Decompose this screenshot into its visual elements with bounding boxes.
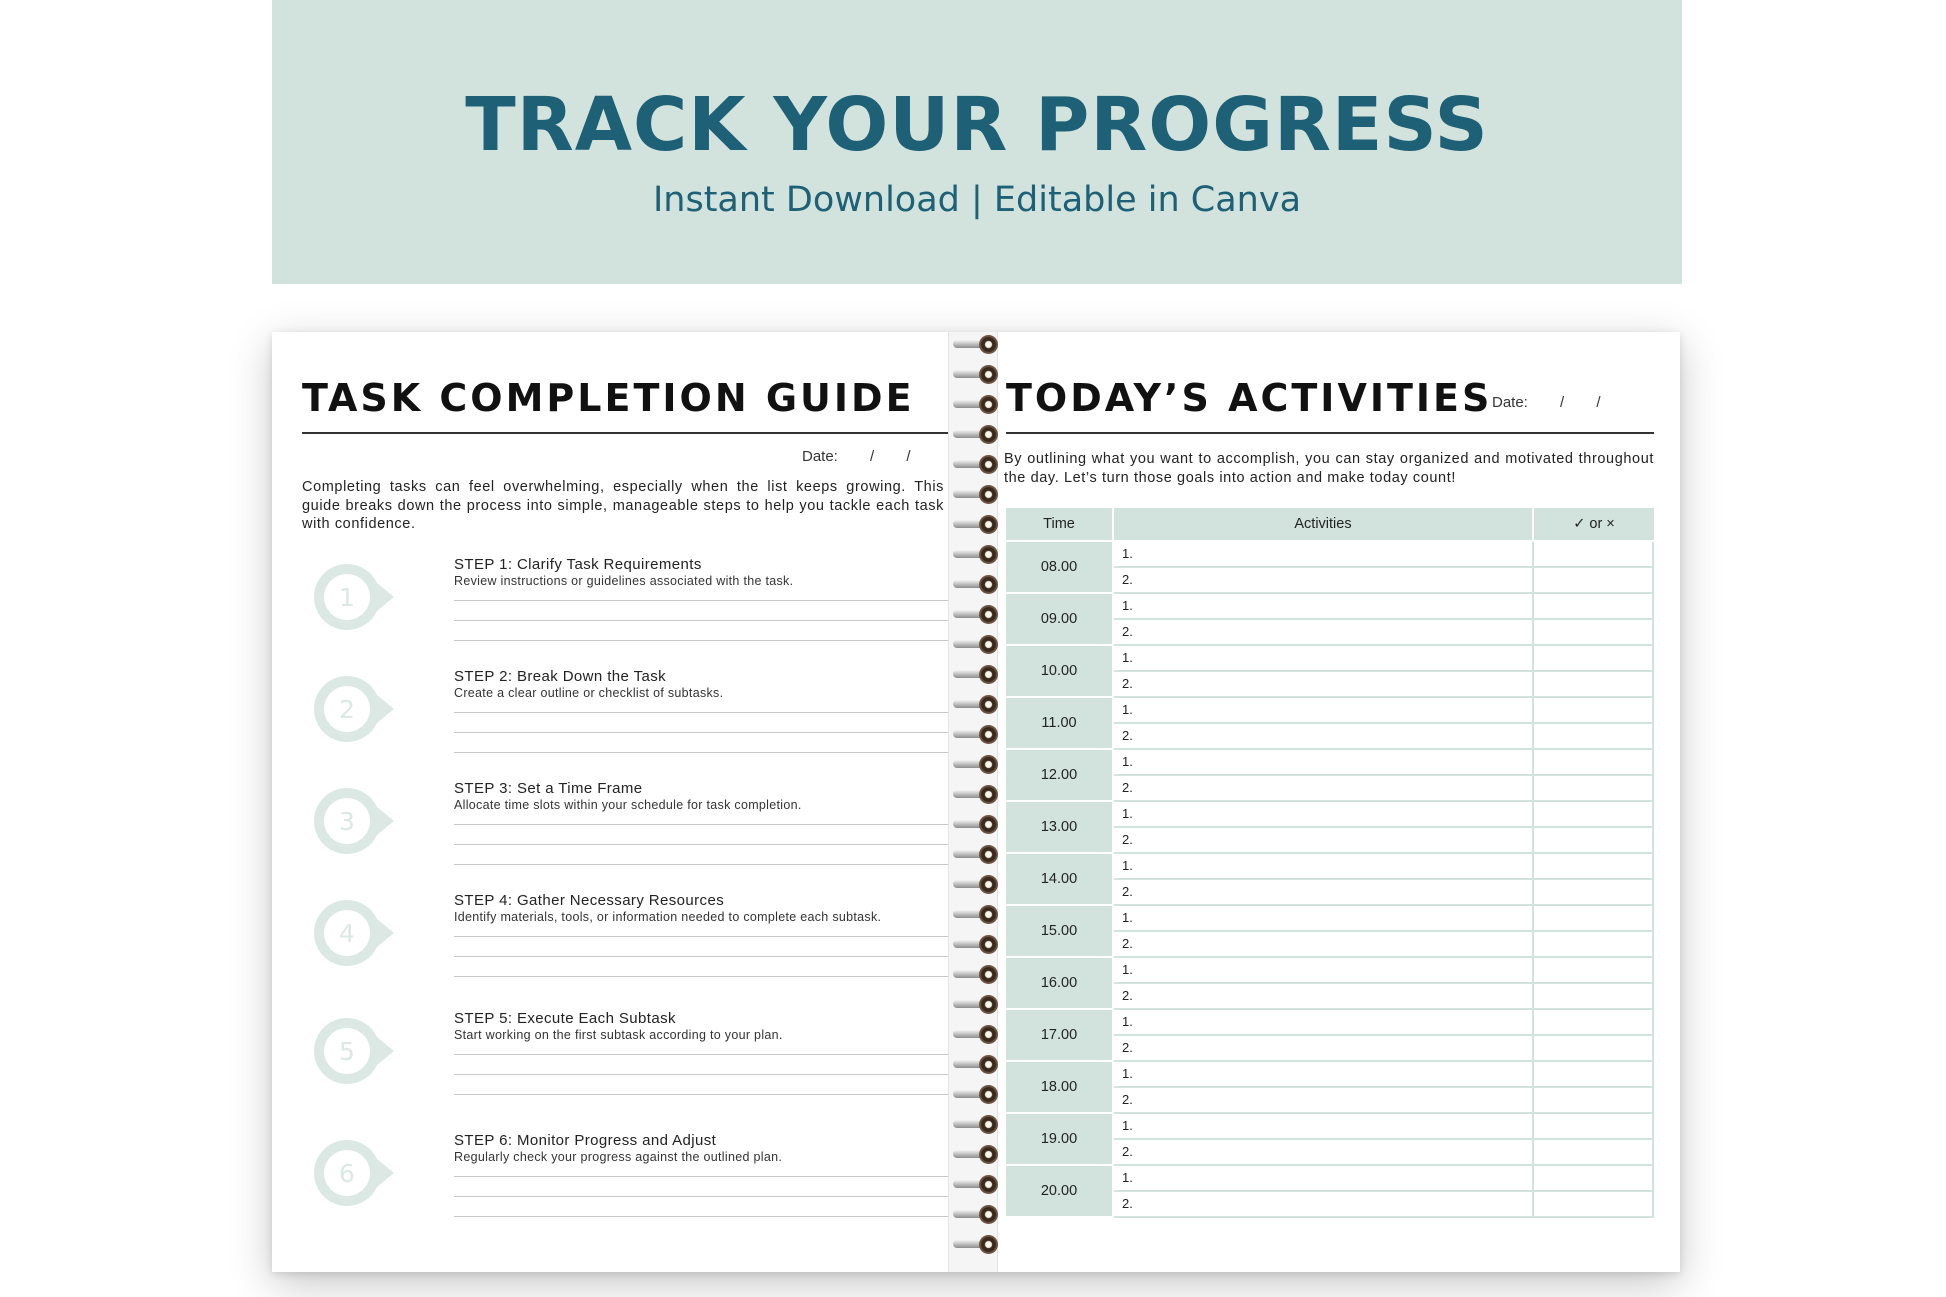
- writing-line[interactable]: [454, 1054, 990, 1055]
- activity-slot[interactable]: [1114, 594, 1654, 620]
- step-item: [312, 892, 948, 1002]
- date-separator: /: [1560, 394, 1565, 411]
- table-row: [1006, 646, 1654, 698]
- title-divider: [302, 432, 948, 434]
- step-number: 6: [339, 1159, 355, 1188]
- writing-line[interactable]: [454, 600, 990, 601]
- activity-slot[interactable]: [1114, 932, 1654, 958]
- step-description: Create a clear outline or checklist of subtasks.: [454, 686, 724, 700]
- spiral-ring: [953, 574, 999, 596]
- spiral-ring: [953, 694, 999, 716]
- step-item: [312, 556, 948, 666]
- spiral-ring: [953, 784, 999, 806]
- spiral-ring: [953, 514, 999, 536]
- activity-slot[interactable]: [1114, 1010, 1654, 1036]
- task-completion-page: [272, 332, 948, 1272]
- intro-paragraph: By outlining what you want to accomplish, you can stay organized and motivated throughout the day. Let’s turn those goals into action and make today count!: [1004, 451, 1654, 486]
- writing-line[interactable]: [454, 844, 990, 845]
- writing-line[interactable]: [454, 1196, 990, 1197]
- slot-number: 2.: [1122, 728, 1133, 743]
- activity-slot[interactable]: [1114, 672, 1654, 698]
- activity-slot[interactable]: [1114, 958, 1654, 984]
- spiral-binding: [948, 332, 998, 1272]
- spiral-ring: [953, 754, 999, 776]
- spiral-ring: [953, 1234, 999, 1256]
- writing-line[interactable]: [454, 824, 990, 825]
- check-divider: [1532, 1036, 1534, 1062]
- slot-number: 1.: [1122, 650, 1133, 665]
- table-row: [1006, 1166, 1654, 1218]
- spiral-ring: [953, 904, 999, 926]
- step-description: Review instructions or guidelines associated with the task.: [454, 574, 794, 588]
- slot-number: 1.: [1122, 962, 1133, 977]
- writing-line[interactable]: [454, 732, 990, 733]
- check-divider: [1532, 880, 1534, 906]
- time-cell: 09.00: [1006, 594, 1112, 644]
- check-divider: [1532, 698, 1534, 724]
- check-divider: [1532, 568, 1534, 594]
- check-divider: [1532, 828, 1534, 854]
- notebook-spread: [272, 332, 1680, 1272]
- slot-number: 2.: [1122, 884, 1133, 899]
- table-edge: [1652, 1010, 1654, 1062]
- activity-slot[interactable]: [1114, 854, 1654, 880]
- table-row: [1006, 594, 1654, 646]
- activity-slot[interactable]: [1114, 1140, 1654, 1166]
- page-title: TODAY’S ACTIVITIES: [1006, 376, 1493, 420]
- activity-slot[interactable]: [1114, 1088, 1654, 1114]
- date-label: Date:: [802, 448, 838, 465]
- slot-number: 1.: [1122, 1118, 1133, 1133]
- time-cell: 20.00: [1006, 1166, 1112, 1216]
- slot-number: 2.: [1122, 1092, 1133, 1107]
- check-divider: [1532, 1192, 1534, 1218]
- slot-number: 1.: [1122, 702, 1133, 717]
- spiral-ring: [953, 994, 999, 1016]
- step-description: Regularly check your progress against the outlined plan.: [454, 1150, 783, 1164]
- step-title: STEP 3: Set a Time Frame: [454, 780, 643, 797]
- table-row: [1006, 698, 1654, 750]
- spiral-ring: [953, 544, 999, 566]
- time-cell: 10.00: [1006, 646, 1112, 696]
- step-number: 1: [339, 583, 355, 612]
- slot-number: 2.: [1122, 936, 1133, 951]
- spiral-ring: [953, 1114, 999, 1136]
- time-cell: 14.00: [1006, 854, 1112, 904]
- writing-line[interactable]: [454, 752, 990, 753]
- spiral-ring: [953, 454, 999, 476]
- step-title: STEP 6: Monitor Progress and Adjust: [454, 1132, 717, 1149]
- spiral-ring: [953, 1054, 999, 1076]
- spiral-ring: [953, 1144, 999, 1166]
- table-edge: [1652, 1166, 1654, 1218]
- slot-number: 1.: [1122, 1014, 1133, 1029]
- table-edge: [1652, 594, 1654, 646]
- activity-slot[interactable]: [1114, 1166, 1654, 1192]
- writing-line[interactable]: [454, 1176, 990, 1177]
- spiral-ring: [953, 424, 999, 446]
- time-cell: 12.00: [1006, 750, 1112, 800]
- banner: [272, 0, 1682, 284]
- activity-slot[interactable]: [1114, 880, 1654, 906]
- step-title: STEP 5: Execute Each Subtask: [454, 1010, 676, 1027]
- activity-slot[interactable]: [1114, 1036, 1654, 1062]
- table-row: [1006, 750, 1654, 802]
- step-item: [312, 668, 948, 778]
- table-edge: [1652, 646, 1654, 698]
- check-divider: [1532, 776, 1534, 802]
- activity-slot[interactable]: [1114, 568, 1654, 594]
- step-number-badge: [312, 674, 398, 744]
- slot-number: 1.: [1122, 1170, 1133, 1185]
- step-number-badge: [312, 786, 398, 856]
- time-cell: 13.00: [1006, 802, 1112, 852]
- header-activities: Activities: [1114, 508, 1532, 540]
- table-edge: [1652, 854, 1654, 906]
- check-divider: [1532, 750, 1534, 776]
- spiral-ring: [953, 1084, 999, 1106]
- date-field[interactable]: [802, 448, 911, 465]
- slot-number: 1.: [1122, 858, 1133, 873]
- activity-slot[interactable]: [1114, 646, 1654, 672]
- header-check: ✓ or ×: [1534, 508, 1654, 540]
- activity-slot[interactable]: [1114, 750, 1654, 776]
- table-edge: [1652, 1062, 1654, 1114]
- check-divider: [1532, 1114, 1534, 1140]
- step-item: [312, 1010, 948, 1120]
- step-description: Identify materials, tools, or information needed to complete each subtask.: [454, 910, 882, 924]
- table-row: [1006, 1114, 1654, 1166]
- check-divider: [1532, 672, 1534, 698]
- check-divider: [1532, 854, 1534, 880]
- check-divider: [1532, 932, 1534, 958]
- step-description: Allocate time slots within your schedule for task completion.: [454, 798, 802, 812]
- spiral-ring: [953, 1204, 999, 1226]
- banner-title: TRACK YOUR PROGRESS: [465, 82, 1489, 168]
- banner-subtitle: Instant Download | Editable in Canva: [652, 180, 1302, 220]
- spiral-ring: [953, 934, 999, 956]
- step-number: 2: [339, 695, 355, 724]
- table-row: [1006, 542, 1654, 594]
- check-divider: [1532, 1140, 1534, 1166]
- writing-line[interactable]: [454, 936, 990, 937]
- activity-slot[interactable]: [1114, 1062, 1654, 1088]
- writing-line[interactable]: [454, 976, 990, 977]
- time-cell: 11.00: [1006, 698, 1112, 748]
- check-divider: [1532, 724, 1534, 750]
- date-separator: /: [1596, 394, 1601, 411]
- check-divider: [1532, 620, 1534, 646]
- table-row: [1006, 1062, 1654, 1114]
- spiral-ring: [953, 814, 999, 836]
- time-cell: 17.00: [1006, 1010, 1112, 1060]
- writing-line[interactable]: [454, 712, 990, 713]
- time-cell: 15.00: [1006, 906, 1112, 956]
- writing-line[interactable]: [454, 1074, 990, 1075]
- slot-number: 2.: [1122, 1196, 1133, 1211]
- check-divider: [1532, 1088, 1534, 1114]
- activity-slot[interactable]: [1114, 542, 1654, 568]
- spiral-ring: [953, 334, 999, 356]
- activity-slot[interactable]: [1114, 698, 1654, 724]
- check-divider: [1532, 542, 1534, 568]
- spiral-ring: [953, 1024, 999, 1046]
- time-cell: 08.00: [1006, 542, 1112, 592]
- time-cell: 19.00: [1006, 1114, 1112, 1164]
- spiral-ring: [953, 484, 999, 506]
- todays-activities-page: [998, 332, 1680, 1272]
- spiral-ring: [953, 634, 999, 656]
- step-title: STEP 4: Gather Necessary Resources: [454, 892, 725, 909]
- activity-slot[interactable]: [1114, 620, 1654, 646]
- table-header: [1006, 508, 1654, 540]
- writing-line[interactable]: [454, 864, 990, 865]
- table-row: [1006, 906, 1654, 958]
- spiral-ring: [953, 394, 999, 416]
- slot-number: 1.: [1122, 806, 1133, 821]
- spiral-ring: [953, 874, 999, 896]
- slot-number: 1.: [1122, 910, 1133, 925]
- header-time: Time: [1006, 508, 1112, 540]
- page-title: TASK COMPLETION GUIDE: [302, 376, 915, 420]
- writing-line[interactable]: [454, 956, 990, 957]
- spiral-ring: [953, 844, 999, 866]
- activity-slot[interactable]: [1114, 1114, 1654, 1140]
- activity-slot[interactable]: [1114, 776, 1654, 802]
- step-description: Start working on the first subtask according to your plan.: [454, 1028, 783, 1042]
- writing-line[interactable]: [454, 640, 990, 641]
- step-item: [312, 780, 948, 890]
- step-number: 3: [339, 807, 355, 836]
- step-item: [312, 1132, 948, 1242]
- writing-line[interactable]: [454, 1216, 990, 1217]
- writing-line[interactable]: [454, 620, 990, 621]
- date-separator: /: [906, 448, 911, 465]
- table-row: [1006, 1010, 1654, 1062]
- step-title: STEP 1: Clarify Task Requirements: [454, 556, 702, 573]
- table-row: [1006, 802, 1654, 854]
- activity-slot[interactable]: [1114, 828, 1654, 854]
- slot-number: 2.: [1122, 1144, 1133, 1159]
- time-cell: 16.00: [1006, 958, 1112, 1008]
- check-divider: [1532, 958, 1534, 984]
- table-row: [1006, 854, 1654, 906]
- spiral-ring: [953, 1174, 999, 1196]
- table-edge: [1652, 750, 1654, 802]
- date-separator: /: [870, 448, 875, 465]
- slot-number: 2.: [1122, 780, 1133, 795]
- time-cell: 18.00: [1006, 1062, 1112, 1112]
- intro-paragraph: Completing tasks can feel overwhelming, especially when the list keeps growing. This guide breaks down the process into simple, manageable steps to help you tackle each task with confidence.: [302, 479, 944, 532]
- spiral-ring: [953, 664, 999, 686]
- table-edge: [1652, 698, 1654, 750]
- check-divider: [1532, 594, 1534, 620]
- slot-number: 2.: [1122, 1040, 1133, 1055]
- step-number-badge: [312, 562, 398, 632]
- activity-slot[interactable]: [1114, 802, 1654, 828]
- writing-line[interactable]: [454, 1094, 990, 1095]
- step-number-badge: [312, 898, 398, 968]
- slot-number: 1.: [1122, 598, 1133, 613]
- slot-number: 2.: [1122, 676, 1133, 691]
- table-row: [1006, 958, 1654, 1010]
- slot-number: 1.: [1122, 754, 1133, 769]
- step-title: STEP 2: Break Down the Task: [454, 668, 667, 685]
- table-edge: [1652, 802, 1654, 854]
- spiral-ring: [953, 964, 999, 986]
- check-divider: [1532, 1062, 1534, 1088]
- spiral-ring: [953, 604, 999, 626]
- step-number-badge: [312, 1138, 398, 1208]
- slot-number: 1.: [1122, 1066, 1133, 1081]
- slot-number: 2.: [1122, 572, 1133, 587]
- spiral-ring: [953, 724, 999, 746]
- check-divider: [1532, 646, 1534, 672]
- slot-number: 2.: [1122, 832, 1133, 847]
- slot-number: 2.: [1122, 624, 1133, 639]
- slot-number: 2.: [1122, 988, 1133, 1003]
- check-divider: [1532, 984, 1534, 1010]
- date-label: Date:: [1492, 394, 1528, 411]
- spiral-ring: [953, 364, 999, 386]
- table-edge: [1652, 958, 1654, 1010]
- activity-slot[interactable]: [1114, 906, 1654, 932]
- activity-slot[interactable]: [1114, 984, 1654, 1010]
- date-field[interactable]: [1492, 394, 1601, 411]
- title-divider: [1006, 432, 1654, 434]
- step-number: 4: [339, 919, 355, 948]
- check-divider: [1532, 906, 1534, 932]
- activity-slot[interactable]: [1114, 724, 1654, 750]
- check-divider: [1532, 1010, 1534, 1036]
- table-edge: [1652, 906, 1654, 958]
- step-number-badge: [312, 1016, 398, 1086]
- table-edge: [1652, 542, 1654, 594]
- step-number: 5: [339, 1037, 355, 1066]
- check-divider: [1532, 1166, 1534, 1192]
- slot-number: 1.: [1122, 546, 1133, 561]
- check-divider: [1532, 802, 1534, 828]
- activity-slot[interactable]: [1114, 1192, 1654, 1218]
- table-edge: [1652, 1114, 1654, 1166]
